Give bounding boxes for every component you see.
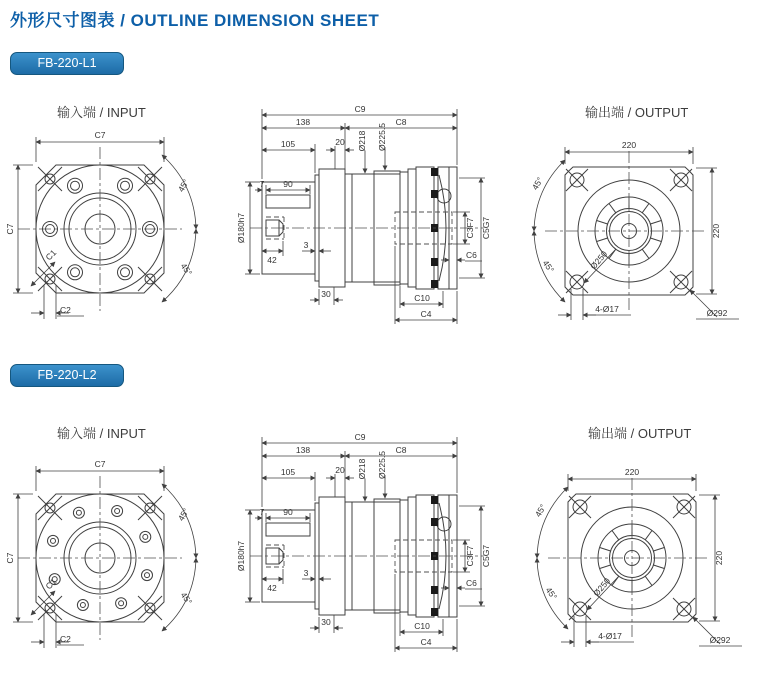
dim-30: 30: [321, 617, 331, 627]
dim-c9: C9: [354, 104, 366, 114]
dim-c5g7: C5G7: [481, 544, 491, 568]
output-view-drawing-l2: [503, 442, 753, 672]
dim-c4: C4: [420, 637, 432, 647]
output-view-label-l1: 输出端 / OUTPUT: [585, 105, 689, 120]
dim-3: 3: [303, 240, 309, 250]
model-badge-fb-220-l1: FB-220-L1: [10, 52, 124, 75]
dim-dia-180: Ø180h7: [236, 540, 246, 572]
dim-dia-250: Ø250: [588, 248, 610, 272]
page-title: 外形尺寸图表 / OUTLINE DIMENSION SHEET: [10, 11, 380, 30]
dim-angle-top: 45°: [532, 502, 548, 519]
dim-4-dia-17: 4-Ø17: [595, 304, 619, 314]
dim-7: 7: [259, 507, 265, 517]
dim-138: 138: [295, 445, 311, 455]
dim-c9: C9: [354, 432, 366, 442]
input-view-drawing-l1: [0, 124, 220, 339]
dim-c10: C10: [414, 621, 430, 631]
dim-c6: C6: [466, 578, 477, 588]
dim-42: 42: [267, 583, 277, 593]
dim-angle-bottom: 45°: [543, 585, 560, 602]
dim-angle-top: 45°: [529, 175, 545, 192]
model-badge-fb-220-l2: FB-220-L2: [10, 364, 124, 387]
output-view-label-l2: 输出端 / OUTPUT: [588, 426, 692, 441]
dim-angle-top: 45°: [175, 506, 191, 523]
dim-3: 3: [303, 568, 309, 578]
dim-c7-top: C7: [94, 459, 106, 469]
dim-4-dia-17: 4-Ø17: [598, 631, 622, 641]
dim-c4: C4: [420, 309, 432, 319]
dim-c7-side: C7: [5, 552, 15, 564]
output-view-drawing-l1: [500, 115, 750, 345]
input-view-drawing-l2: [0, 453, 220, 668]
dim-c1: C1: [43, 576, 59, 592]
side-view-drawing-l2: [222, 421, 512, 681]
dim-dia-250: Ø250: [591, 575, 613, 599]
dim-dia-292: Ø292: [706, 308, 728, 318]
input-view-label-l2: 输入端 / INPUT: [57, 426, 146, 441]
dim-c2: C2: [60, 634, 71, 644]
dim-c3f7: C3F7: [465, 217, 475, 239]
dim-220-top: 220: [624, 467, 640, 477]
side-view-drawing-l1: [222, 93, 512, 353]
dim-105: 105: [280, 467, 296, 477]
dim-angle-bottom: 45°: [540, 258, 557, 275]
dim-c5g7: C5G7: [481, 216, 491, 240]
dim-220-top: 220: [621, 140, 637, 150]
dim-angle-top: 45°: [175, 177, 191, 194]
dim-dia-180: Ø180h7: [236, 212, 246, 244]
dim-angle-bottom: 45°: [178, 261, 195, 278]
dim-220-side: 220: [714, 550, 724, 566]
dim-c3f7: C3F7: [465, 545, 475, 567]
dim-dia-218: Ø218: [357, 130, 367, 152]
dim-90: 90: [283, 179, 293, 189]
dim-c8: C8: [395, 117, 407, 127]
dim-105: 105: [280, 139, 296, 149]
dim-dia-218: Ø218: [357, 458, 367, 480]
dim-angle-bottom: 45°: [178, 590, 195, 607]
dim-c1: C1: [43, 247, 59, 263]
dim-dia-292: Ø292: [709, 635, 731, 645]
dim-c2: C2: [60, 305, 71, 315]
dim-dia-225-5: Ø225.5: [377, 123, 387, 151]
dim-42: 42: [267, 255, 277, 265]
dim-90: 90: [283, 507, 293, 517]
dim-20: 20: [335, 137, 345, 147]
dim-20: 20: [335, 465, 345, 475]
dim-7: 7: [259, 179, 265, 189]
dim-c8: C8: [395, 445, 407, 455]
input-view-label-l1: 输入端 / INPUT: [57, 105, 146, 120]
dim-c6: C6: [466, 250, 477, 260]
dim-c7-top: C7: [94, 130, 106, 140]
dim-dia-225-5: Ø225.5: [377, 451, 387, 479]
dim-138: 138: [295, 117, 311, 127]
dim-30: 30: [321, 289, 331, 299]
dim-220-side: 220: [711, 223, 721, 239]
dim-c10: C10: [414, 293, 430, 303]
dim-c7-side: C7: [5, 223, 15, 235]
